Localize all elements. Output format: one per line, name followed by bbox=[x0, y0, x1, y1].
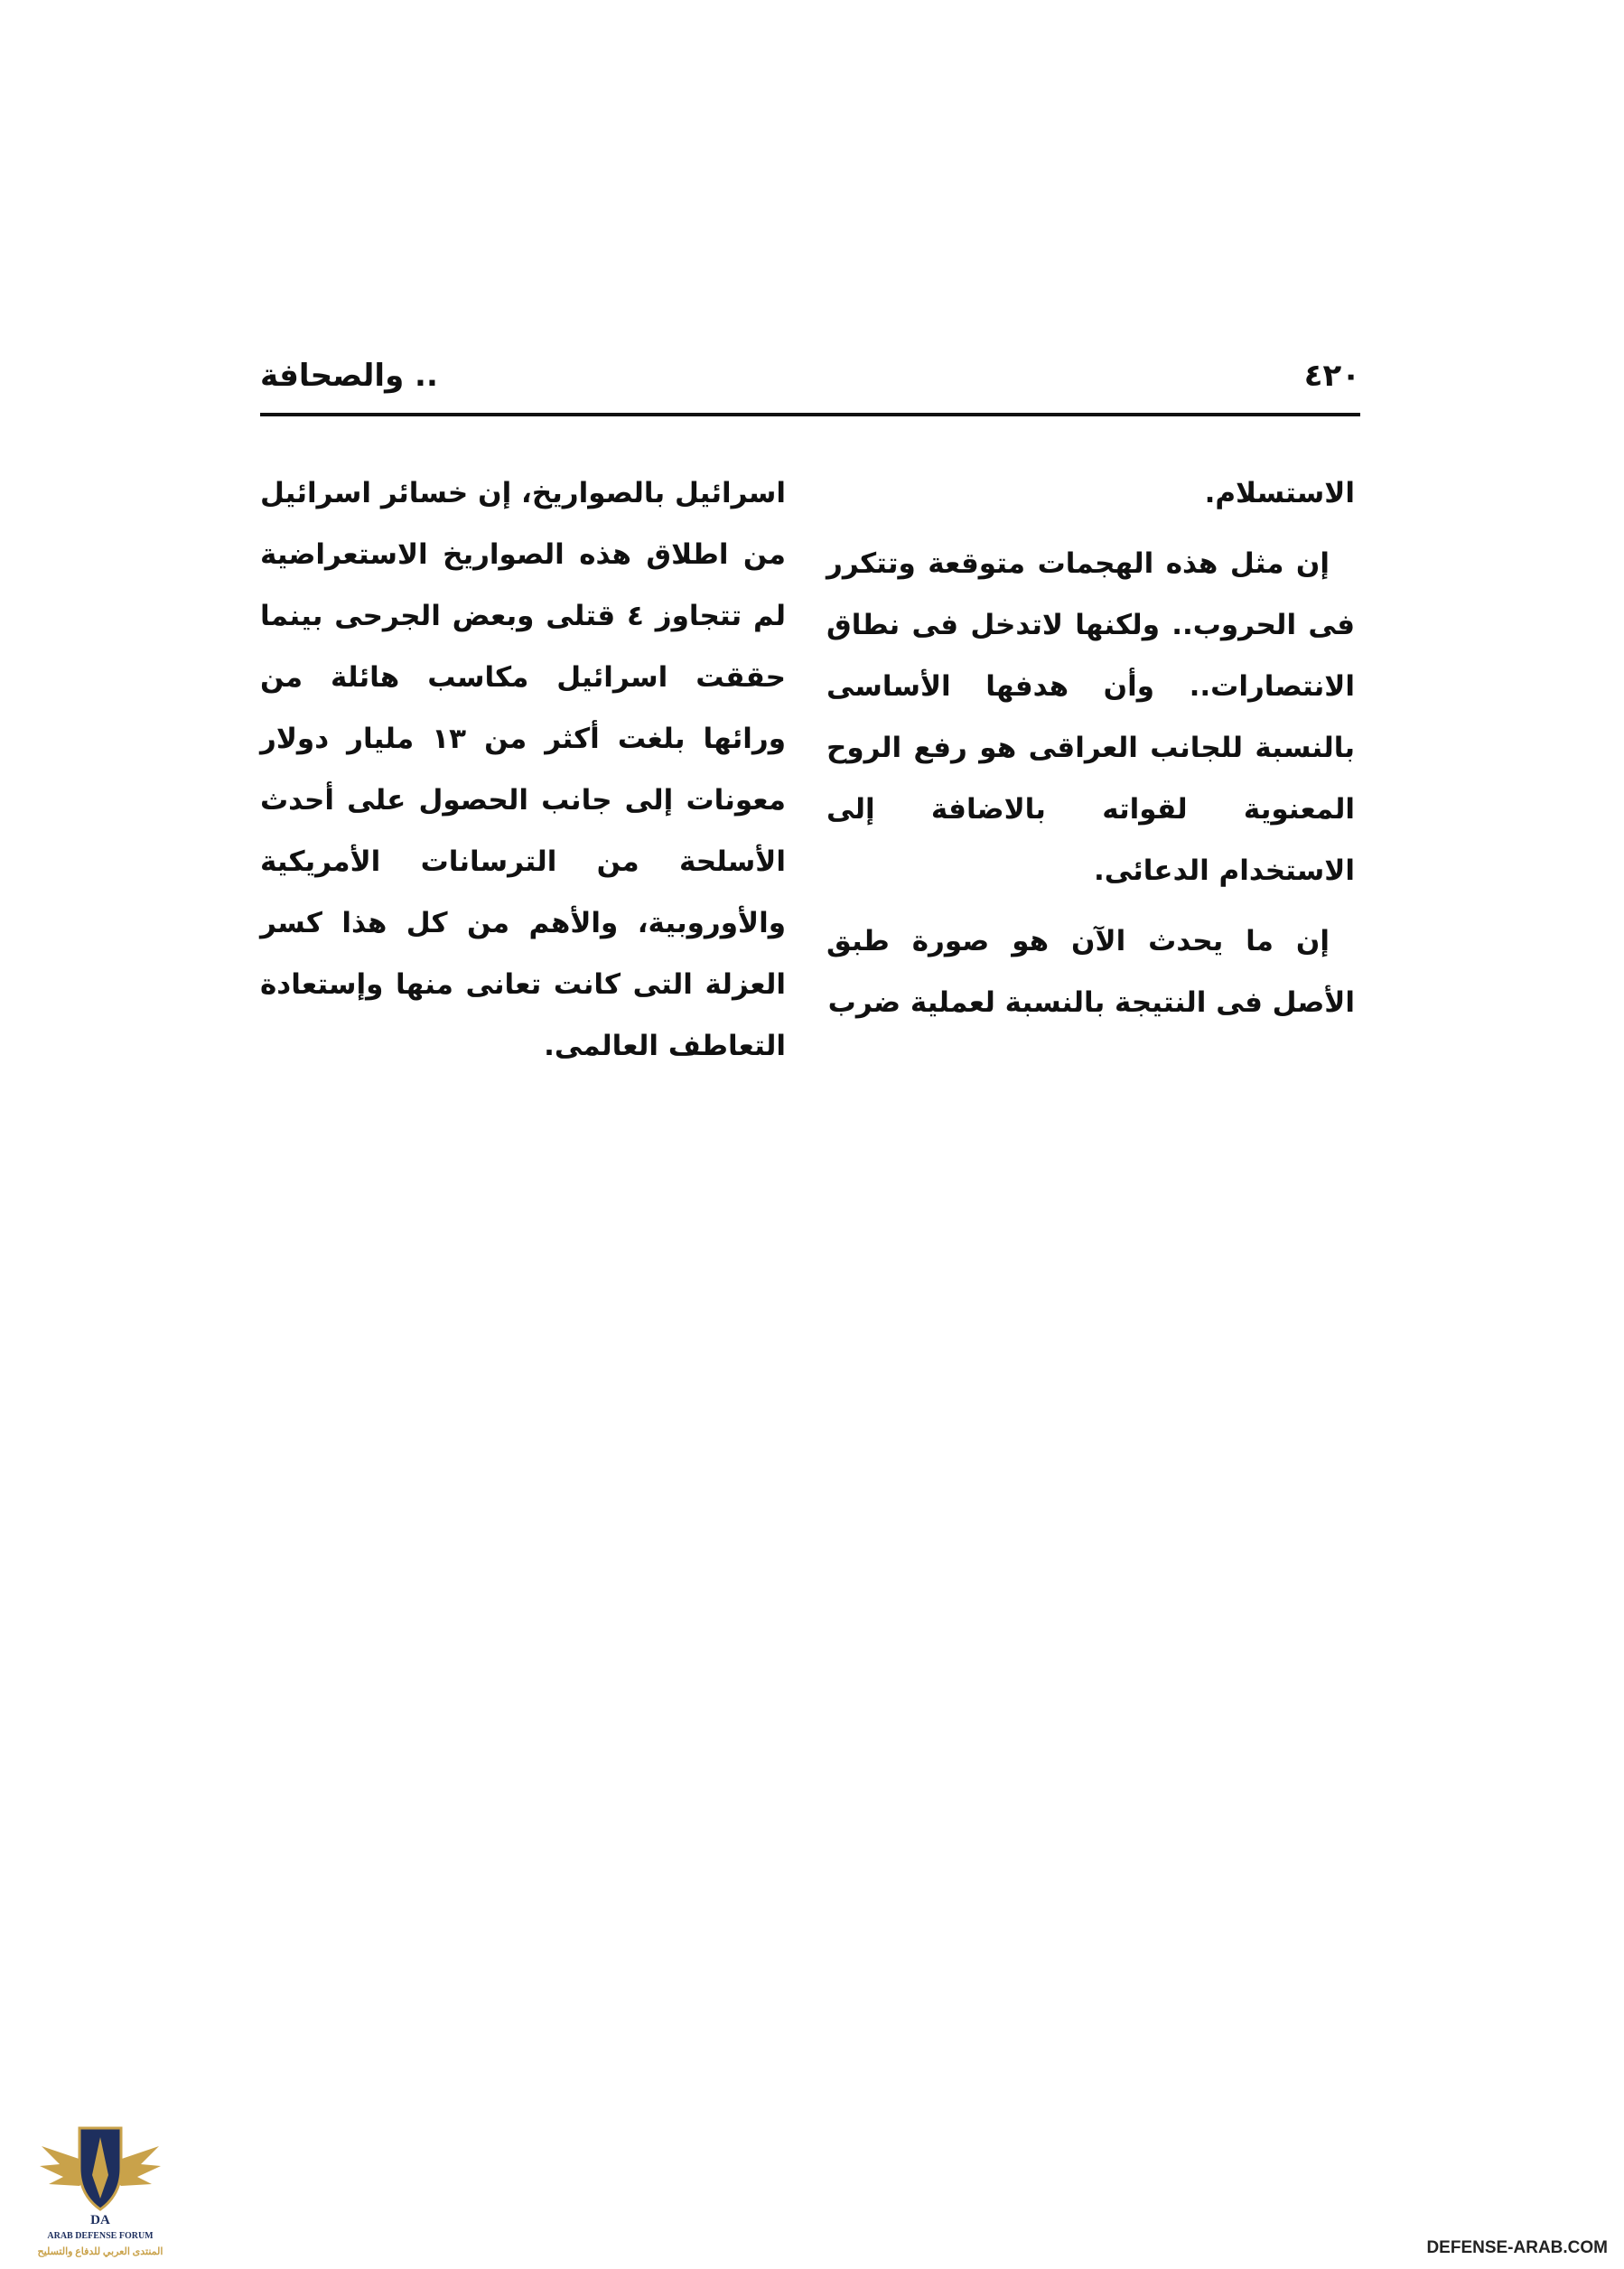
paragraph: إن مثل هذه الهجمات متوقعة وتتكرر فى الحروب.. ولكنها لاتدخل فى نطاق الانتصارات.. وأن هدفها الأساسى بالنسبة للجانب العراقى هو رفع الروح المعنوية لقواته بالاضافة إلى الاستخدام الدعائى. bbox=[826, 547, 1355, 887]
site-watermark: DEFENSE-ARAB.COM bbox=[1426, 2238, 1608, 2257]
paragraph: اسرائيل بالصواريخ، إن خسائر اسرائيل من اطلاق هذه الصواريخ الاستعراضية لم تتجاوز ٤ قتلى وبعض الجرحى بينما حققت اسرائيل مكاسب هائلة من ورائها بلغت أكثر من ١٣ مليار دولار معونات إلى جانب الحصول على أحدث الأسلحة من الترسانات الأمريكية والأوروبية، والأهم من كل هذا كسر العزلة التى كانت تعانى منها وإستعادة التعاطف العالمى. bbox=[260, 477, 786, 1062]
page-number: ٤٢٠ bbox=[1303, 358, 1360, 394]
logo-letters: DA bbox=[90, 2213, 110, 2227]
logo-arabic: المنتدى العربي للدفاع والتسليح bbox=[37, 2246, 163, 2257]
shield-wings-icon bbox=[33, 2112, 168, 2229]
header-rule bbox=[260, 413, 1360, 416]
logo-name: ARAB DEFENSE FORUM bbox=[47, 2231, 154, 2241]
left-text-column bbox=[260, 462, 786, 1077]
running-title: .. والصحافة bbox=[260, 358, 438, 394]
paragraph: إن ما يحدث الآن هو صورة طبق الأصل فى النتيجة بالنسبة لعملية ضرب bbox=[826, 925, 1355, 1019]
right-text-column bbox=[826, 462, 1355, 1033]
arab-defense-forum-logo bbox=[33, 2112, 168, 2265]
paragraph: الاستسلام. bbox=[1204, 477, 1355, 509]
page-header bbox=[260, 350, 1360, 414]
